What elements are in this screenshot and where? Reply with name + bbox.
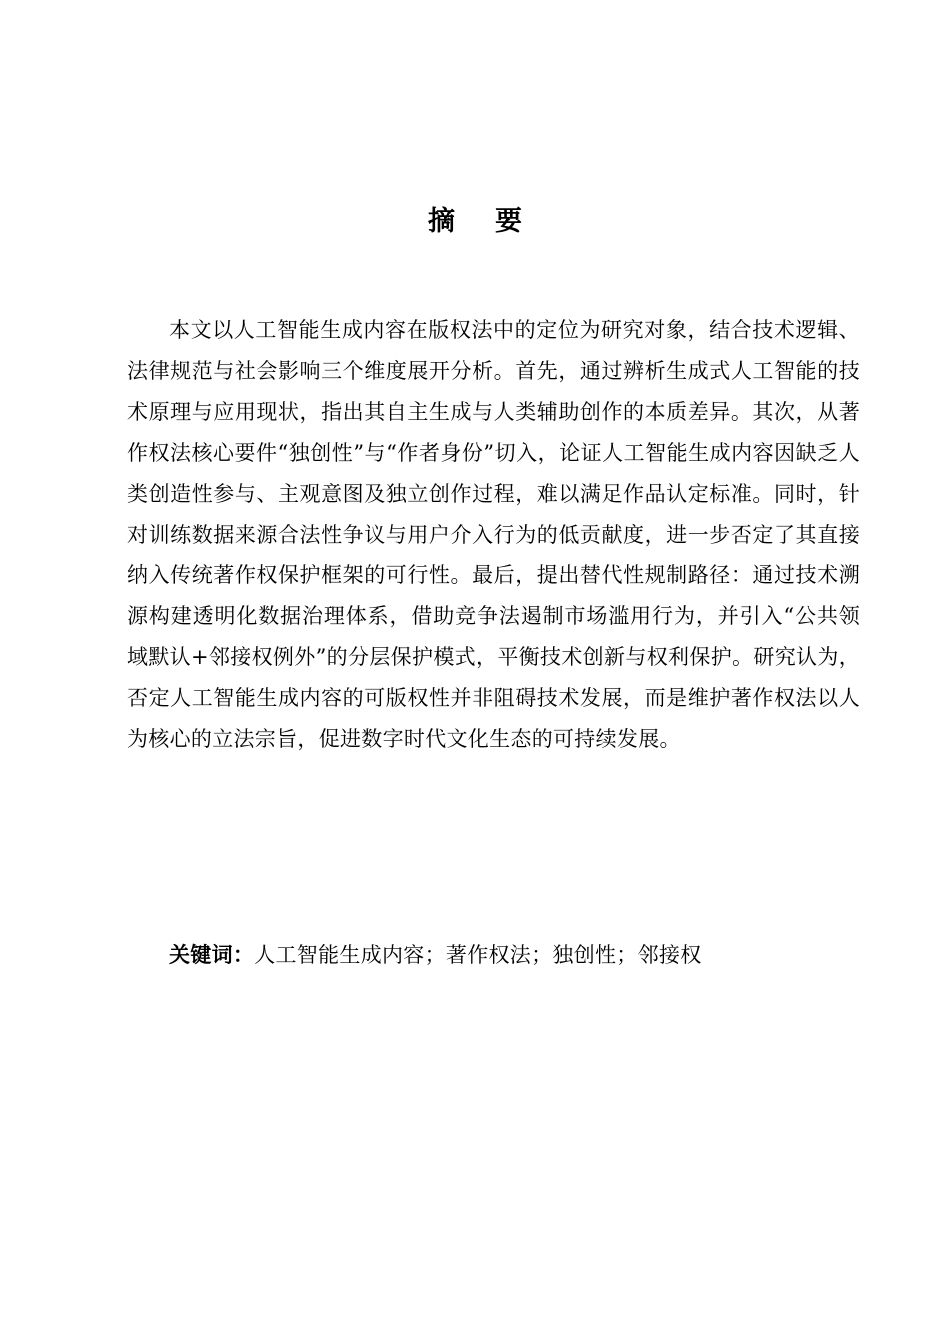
title-char-2: 要 xyxy=(495,206,522,237)
keywords-line xyxy=(127,935,860,975)
keywords-label: 关键词： xyxy=(169,943,255,967)
page-title xyxy=(0,202,950,242)
abstract-paragraph: 本文以人工智能生成内容在版权法中的定位为研究对象，结合技术逻辑、法律规范与社会影响三个维度展开分析。首先，通过辨析生成式人工智能的技术原理与应用现状，指出其自主生成与人类辅助创作的本质差异。其次，从著作权法核心要件“独创性”与“作者身份”切入，论证人工智能生成内容因缺乏人类创造性参与、主观意图及独立创作过程，难以满足作品认定标准。同时，针对训练数据来源合法性争议与用户介入行为的低贡献度，进一步否定了其直接纳入传统著作权保护框架的可行性。最后，提出替代性规制路径：通过技术溯源构建透明化数据治理体系，借助竞争法遏制市场滥用行为，并引入“公共领域默认+邻接权例外”的分层保护模式，平衡技术创新与权利保护。研究认为，否定人工智能生成内容的可版权性并非阻碍技术发展，而是维护著作权法以人为核心的立法宗旨，促进数字时代文化生态的可持续发展。 xyxy=(127,318,860,752)
keywords-text: 人工智能生成内容；著作权法；独创性；邻接权 xyxy=(254,943,702,967)
title-char-1: 摘 xyxy=(428,206,455,237)
